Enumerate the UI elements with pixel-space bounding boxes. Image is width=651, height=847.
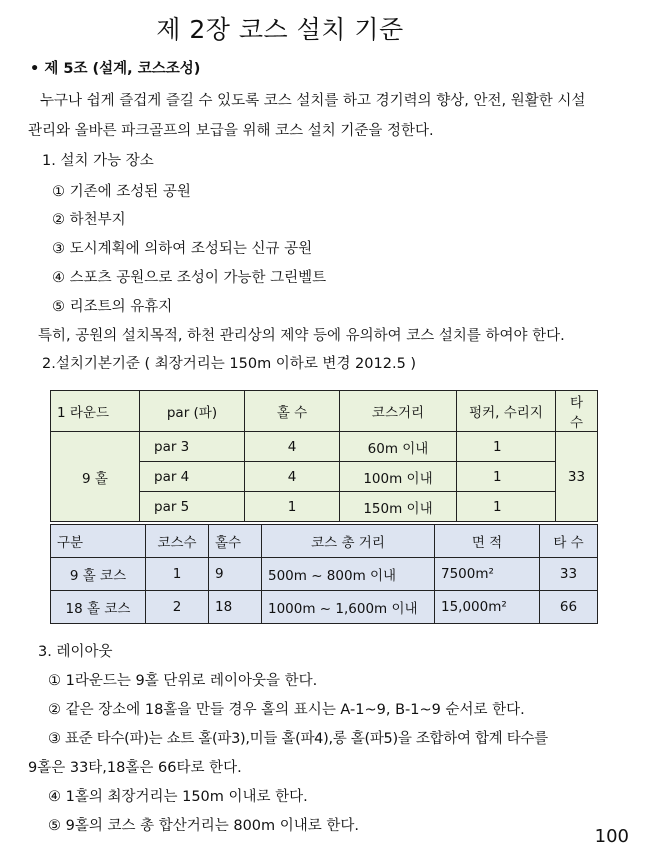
distance-cell: 100m 이내 <box>340 462 457 492</box>
section3-item-3-line-1: ③ 표준 타수(파)는 쇼트 홀(파3),미들 홀(파4),롱 홀(파5)을 조합하여 합계 타수를 <box>48 731 548 747</box>
section3-item-4: ④ 1홀의 최장거리는 150m 이내로 한다. <box>48 789 308 805</box>
course-summary-table <box>50 524 598 624</box>
section1-item-5: ⑤ 리조트의 유휴지 <box>52 299 173 315</box>
header-cell: 타 수 <box>540 525 598 558</box>
header-cell: 코스 총 거리 <box>262 525 435 558</box>
strokes-cell: 33 <box>540 558 598 591</box>
strokes-cell: 66 <box>540 591 598 624</box>
table-header-row <box>51 525 598 558</box>
holes-cell: 4 <box>245 462 340 492</box>
bunker-cell: 1 <box>457 492 556 522</box>
header-cell: 홀 수 <box>245 391 340 432</box>
holes-cell: 4 <box>245 432 340 462</box>
courses-cell: 1 <box>146 558 209 591</box>
par-cell: par 5 <box>140 492 245 522</box>
par-cell: par 4 <box>140 462 245 492</box>
header-cell: 구분 <box>51 525 146 558</box>
bullet: • <box>30 61 40 77</box>
basic-standard-table <box>50 390 598 522</box>
section1-item-1: ① 기존에 조성된 공원 <box>52 184 191 200</box>
header-cell: 타 수 <box>556 391 598 432</box>
header-cell: 홀수 <box>209 525 262 558</box>
section3-heading: 3. 레이아웃 <box>38 644 113 660</box>
holes-cell: 9 <box>209 558 262 591</box>
header-cell: par (파) <box>140 391 245 432</box>
total-strokes-cell: 33 <box>556 432 598 522</box>
holes-cell: 18 <box>209 591 262 624</box>
par-cell: par 3 <box>140 432 245 462</box>
header-cell: 코스수 <box>146 525 209 558</box>
header-cell: 펑커, 수리지 <box>457 391 556 432</box>
section3-item-5: ⑤ 9홀의 코스 총 합산거리는 800m 이내로 한다. <box>48 818 360 834</box>
type-cell: 9 홀 코스 <box>51 558 146 591</box>
distance-cell: 150m 이내 <box>340 492 457 522</box>
section3-item-2: ② 같은 장소에 18홀을 만들 경우 홀의 표시는 A-1~9, B-1~9 순서로 한다. <box>48 702 525 718</box>
section1-heading: 1. 설치 가능 장소 <box>42 153 154 169</box>
section1-item-3: ③ 도시계획에 의하여 조성되는 신규 공원 <box>52 241 313 257</box>
header-cell: 코스거리 <box>340 391 457 432</box>
type-cell: 18 홀 코스 <box>51 591 146 624</box>
section2-heading: 2.설치기본기준 ( 최장거리는 150m 이하로 변경 2012.5 ) <box>42 356 417 372</box>
courses-cell: 2 <box>146 591 209 624</box>
page-number: 100 <box>594 826 629 847</box>
area-cell: 7500m² <box>435 558 540 591</box>
section1-item-4: ④ 스포츠 공원으로 조성이 가능한 그린벨트 <box>52 270 327 286</box>
bunker-cell: 1 <box>457 462 556 492</box>
distance-cell: 60m 이내 <box>340 432 457 462</box>
article-heading-text: 제 5조 (설계, 코스조성) <box>44 61 201 77</box>
intro-line-1: 누구나 쉽게 즐겁게 즐길 수 있도록 코스 설치를 하고 경기력의 향상, 안전, 원활한 시설 <box>40 93 586 109</box>
distance-cell: 500m ~ 800m 이내 <box>262 558 435 591</box>
area-cell: 15,000m² <box>435 591 540 624</box>
article-heading <box>30 57 200 78</box>
table-header-row <box>51 391 598 432</box>
table-row <box>51 432 598 462</box>
header-cell: 면 적 <box>435 525 540 558</box>
header-cell: 1 라운드 <box>51 391 140 432</box>
distance-cell: 1000m ~ 1,600m 이내 <box>262 591 435 624</box>
section1-note: 특히, 공원의 설치목적, 하천 관리상의 제약 등에 유의하여 코스 설치를 하여야 한다. <box>38 328 565 344</box>
holes-cell: 1 <box>245 492 340 522</box>
page-title: 제 2장 코스 설치 기준 <box>156 15 404 44</box>
section3-item-3-line-2: 9홀은 33타,18홀은 66타로 한다. <box>28 760 242 776</box>
bunker-cell: 1 <box>457 432 556 462</box>
section3-item-1: ① 1라운드는 9홀 단위로 레이아웃을 한다. <box>48 673 318 689</box>
table-row <box>51 558 598 591</box>
table-row <box>51 591 598 624</box>
round-label-cell: 9 홀 <box>51 432 140 522</box>
intro-line-2: 관리와 올바른 파크골프의 보급을 위해 코스 설치 기준을 정한다. <box>28 123 434 139</box>
section1-item-2: ② 하천부지 <box>52 212 126 228</box>
